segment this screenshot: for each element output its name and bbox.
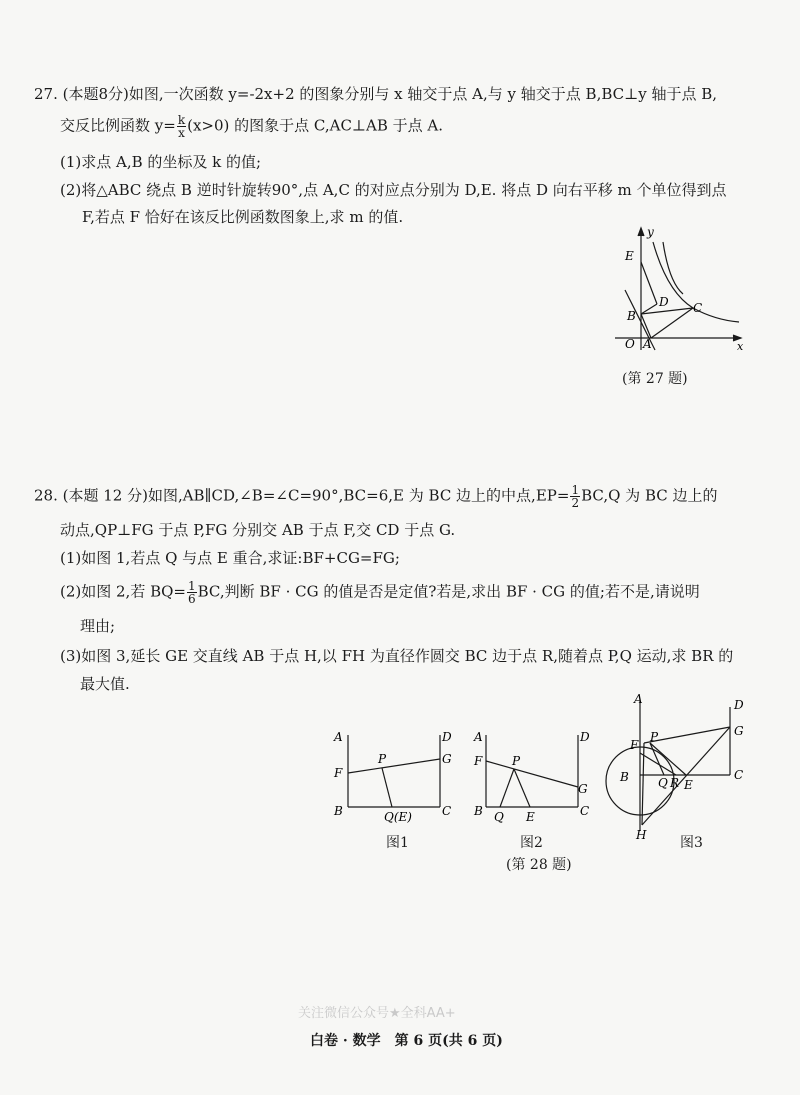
fig2-label-G: G — [578, 782, 588, 796]
q28-part2-line1 — [60, 580, 700, 605]
q28-part1: (1)如图 1,若点 Q 与点 E 重合,求证:BF+CG=FG; — [60, 549, 400, 567]
fig2-label-C: C — [580, 804, 590, 818]
q27-label-E: E — [625, 249, 634, 263]
fig3-label-R: R — [670, 776, 680, 790]
fig2-label-Q: Q — [494, 810, 504, 824]
fig1-label-F: F — [334, 766, 343, 780]
fig1-label-C: C — [442, 804, 452, 818]
q27-frac-den: x — [178, 126, 185, 140]
q27-label-A: A — [643, 337, 652, 351]
fig1-label-A: A — [334, 730, 343, 744]
q28-part2-line2: 理由; — [80, 617, 116, 635]
q27-label-O: O — [625, 337, 635, 351]
q27-line1: 27. (本题8分)如图,一次函数 y=-2x+2 的图象分别与 x 轴交于点 A,与 y 轴交于点 B,BC⊥y 轴于点 B, — [34, 85, 718, 103]
fig2-caption: 图2 — [520, 835, 543, 851]
fig2-label-E: E — [526, 810, 535, 824]
q27-part1: (1)求点 A,B 的坐标及 k 的值; — [60, 153, 262, 171]
fig2-label-P: P — [512, 754, 521, 768]
q28-frac2-num: 1 — [187, 579, 196, 593]
fig3-label-C: C — [734, 768, 744, 782]
fig3-label-B: B — [620, 770, 629, 784]
fig1-label-P: P — [378, 752, 387, 766]
fig2-label-F: F — [474, 754, 483, 768]
fig3-label-A: A — [634, 693, 643, 706]
q28-part3-line1: (3)如图 3,延长 GE 交直线 AB 于点 H,以 FH 为直径作圆交 BC 边于点 R,随着点 P,Q 运动,求 BR 的 — [60, 647, 734, 665]
fig3-label-P: P — [650, 730, 659, 744]
page-footer: 白卷 · 数学 第 6 页(共 6 页) — [310, 1033, 503, 1049]
q27-line2-post: (x>0) 的图象于点 C,AC⊥AB 于点 A. — [187, 116, 444, 135]
q28-caption: (第 28 题) — [506, 857, 572, 873]
q27-part2-line1: (2)将△ABC 绕点 B 逆时针旋转90°,点 A,C 的对应点分别为 D,E. 将点 D 向右平移 m 个单位得到点 — [60, 181, 727, 199]
q28-figure-3 — [600, 693, 770, 843]
fig3-caption: 图3 — [680, 835, 703, 851]
q28-figure-1 — [330, 725, 460, 825]
q27-label-x: x — [737, 340, 744, 353]
q27-label-y: y — [647, 225, 654, 239]
q28-frac1-num: 1 — [571, 483, 580, 497]
q27-label-D: D — [659, 295, 669, 309]
watermark: 关注微信公众号★全科AA+ — [298, 1006, 456, 1021]
fig3-label-H: H — [636, 828, 647, 842]
fig1-label-D: D — [442, 730, 452, 744]
q28-line1 — [34, 484, 718, 509]
fig2-label-D: D — [580, 730, 590, 744]
fig1-caption: 图1 — [386, 835, 409, 851]
q28-part2-pre: (2)如图 2,若 BQ= — [60, 582, 186, 601]
fig3-label-E: E — [684, 778, 693, 792]
q27-line2 — [60, 114, 443, 139]
q27-caption: (第 27 题) — [622, 371, 688, 387]
fig1-label-B: B — [334, 804, 343, 818]
q28-fraction-sixth — [187, 580, 197, 605]
q28-part2-post: BC,判断 BF · CG 的值是否是定值?若是,求出 BF · CG 的值;若不是,请说明 — [197, 582, 700, 601]
fig3-label-Q: Q — [658, 776, 668, 790]
q28-fraction-half — [570, 484, 580, 509]
q27-line2-pre: 交反比例函数 y= — [60, 116, 176, 135]
q27-label-B: B — [627, 309, 636, 323]
q27-fraction — [177, 114, 186, 139]
q27-frac-num: k — [177, 113, 186, 127]
fig2-label-B: B — [474, 804, 483, 818]
q28-line1-post: BC,Q 为 BC 边上的 — [581, 486, 718, 505]
q27-figure — [605, 222, 750, 357]
q28-frac2-den: 6 — [187, 592, 196, 606]
fig3-label-F: F — [630, 738, 639, 752]
q28-line2: 动点,QP⊥FG 于点 P,FG 分别交 AB 于点 F,交 CD 于点 G. — [60, 521, 456, 539]
q28-line1-pre: 28. (本题 12 分)如图,AB∥CD,∠B=∠C=90°,BC=6,E 为 BC 边上的中点,EP= — [34, 486, 570, 505]
q28-part3-line2: 最大值. — [80, 675, 130, 693]
fig3-label-D: D — [734, 698, 744, 712]
q28-figure-2 — [470, 725, 595, 825]
fig2-label-A: A — [474, 730, 483, 744]
fig3-label-G: G — [734, 724, 744, 738]
fig1-label-QE: Q(E) — [384, 810, 412, 824]
q27-part2-line2: F,若点 F 恰好在该反比例函数图象上,求 m 的值. — [82, 208, 404, 226]
q28-frac1-den: 2 — [571, 496, 580, 510]
fig1-label-G: G — [442, 752, 452, 766]
q27-label-C: C — [693, 301, 703, 315]
